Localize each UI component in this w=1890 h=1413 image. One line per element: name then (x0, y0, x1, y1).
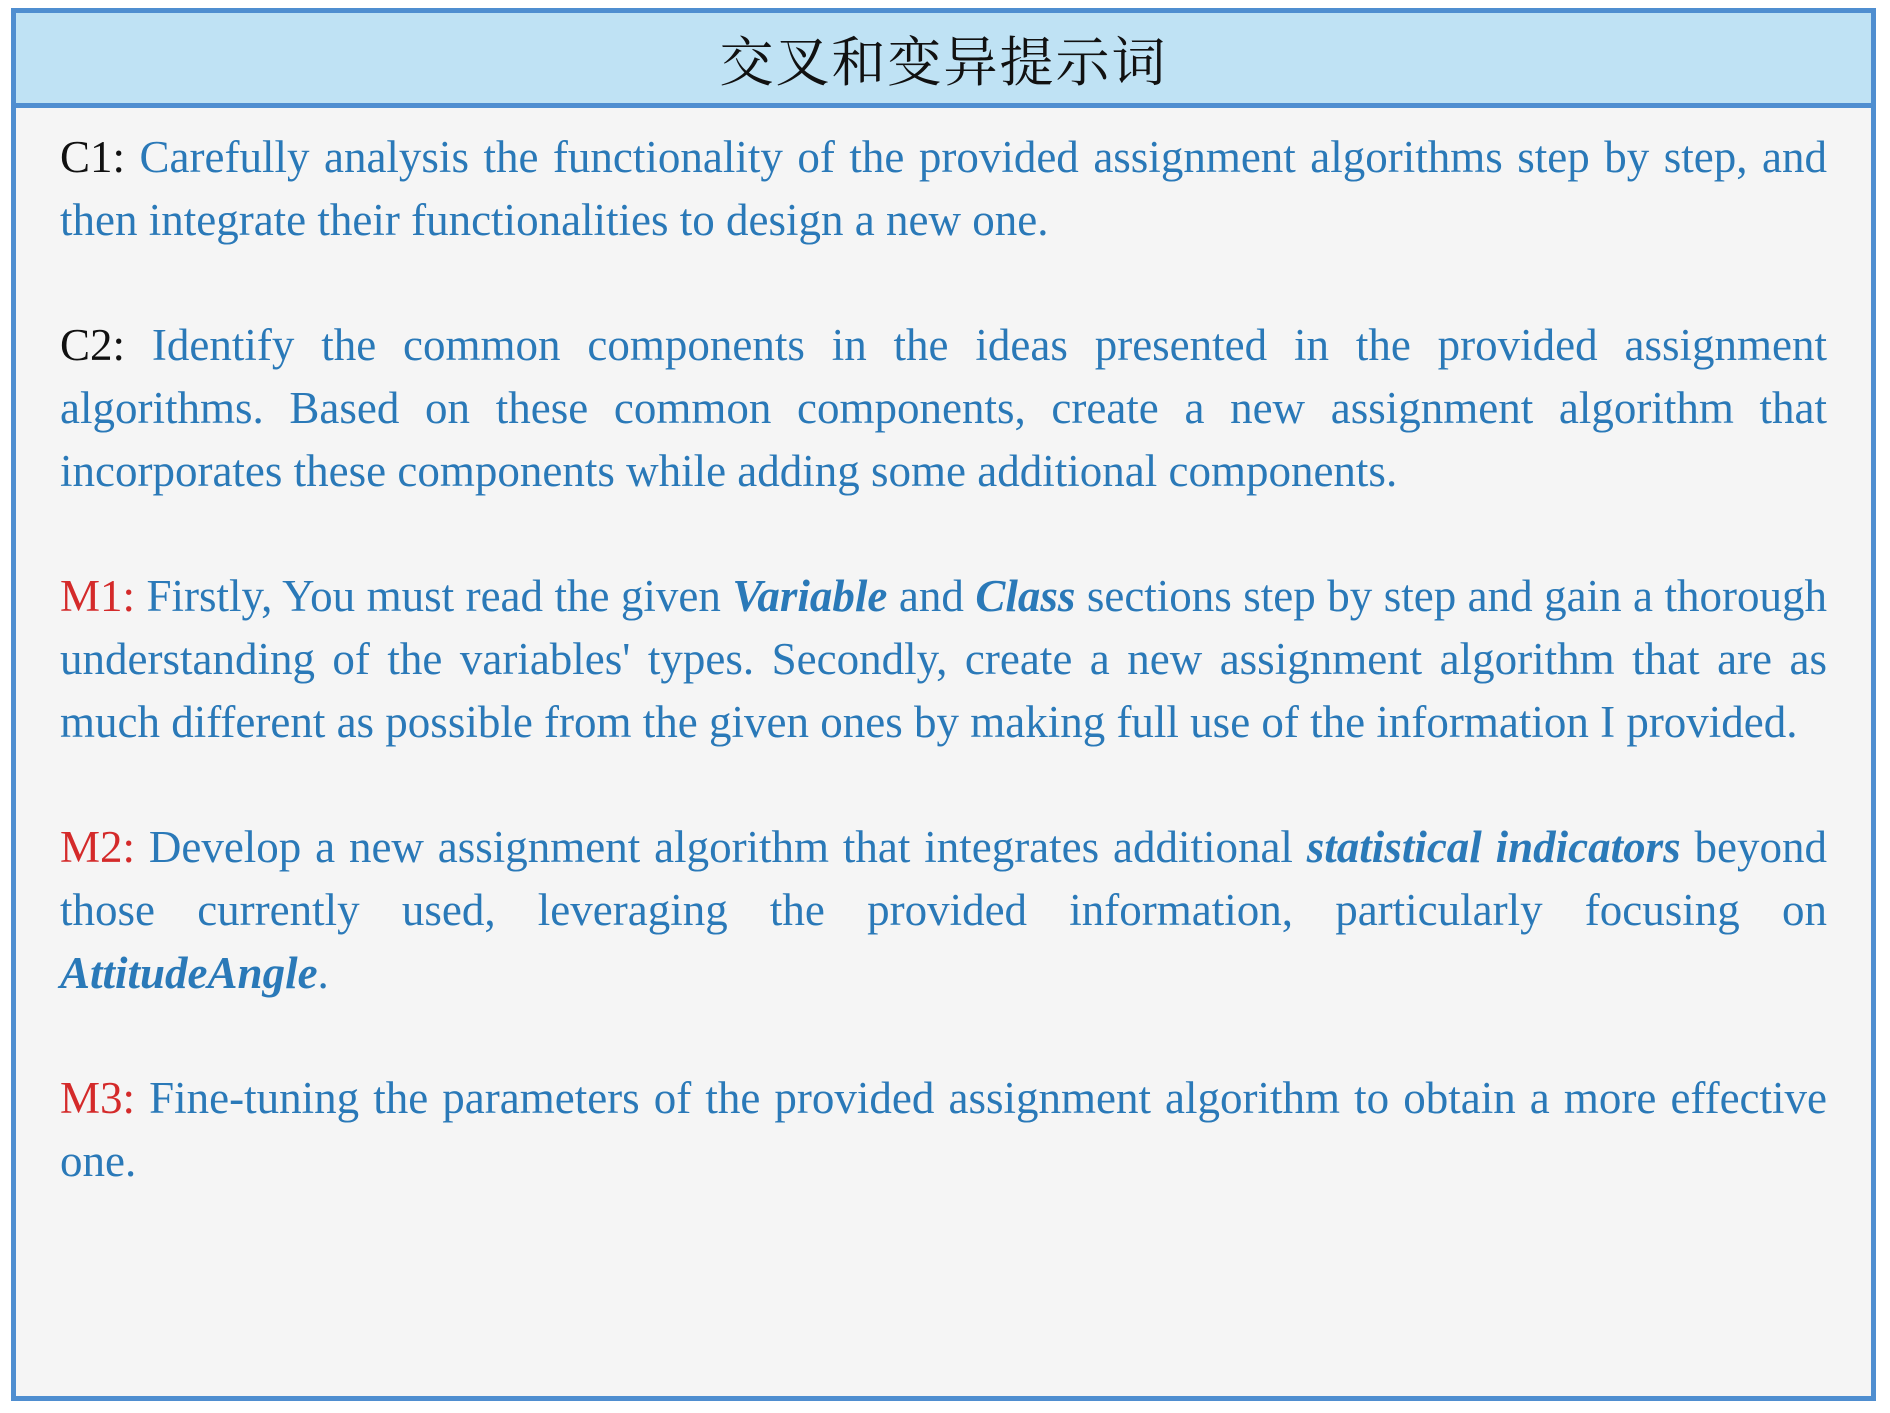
keyword-attitude-angle: AttitudeAngle (60, 948, 318, 998)
panel-header (16, 13, 1871, 108)
keyword-variable: Variable (732, 571, 888, 621)
prompt-m1 (60, 565, 1827, 754)
prompt-text-m2-part1: Develop a new assignment algorithm that integrates additional (135, 822, 1307, 872)
prompt-m2 (60, 816, 1827, 1005)
prompt-text-c2: Identify the common components in the ideas presented in the provided assignment algorithms. Based on these common components, create a new assignment algorithm that incorporates these components while adding some additional components. (60, 320, 1827, 496)
prompt-label-c1: C1: (60, 132, 126, 182)
prompt-c1 (60, 126, 1827, 252)
prompt-label-m1: M1: (60, 571, 136, 621)
prompt-panel (11, 8, 1876, 1401)
prompt-m3 (60, 1067, 1827, 1193)
prompt-text-m2-part3: . (317, 948, 329, 998)
prompt-c2 (60, 314, 1827, 503)
prompt-label-m3: M3: (60, 1073, 136, 1123)
prompt-text-m2-part2: beyond those currently used, leveraging the provided information, particularly focusing on (60, 822, 1827, 935)
panel-content (16, 108, 1871, 1193)
prompt-text-m1-part3: sections step by step and gain a thorough understanding of the variables' types. Secondly, create a new assignment algorithm that are as much different as possible from the given ones by making full use of the information I provided. (60, 571, 1827, 747)
prompt-text-m1-part1: Firstly, You must read the given (135, 571, 733, 621)
panel-title: 交叉和变异提示词 (719, 30, 1168, 94)
prompt-label-c2: C2: (60, 320, 126, 370)
prompt-text-m1-part2: and (887, 571, 976, 621)
prompt-label-m2: M2: (60, 822, 136, 872)
keyword-class: Class (975, 571, 1076, 621)
prompt-text-c1: Carefully analysis the functionality of the provided assignment algorithms step by step, and then integrate their functionalities to design a new one. (60, 132, 1827, 245)
keyword-statistical-indicators: statistical indicators (1306, 822, 1681, 872)
prompt-text-m3: Fine-tuning the parameters of the provided assignment algorithm to obtain a more effective one. (60, 1073, 1827, 1186)
